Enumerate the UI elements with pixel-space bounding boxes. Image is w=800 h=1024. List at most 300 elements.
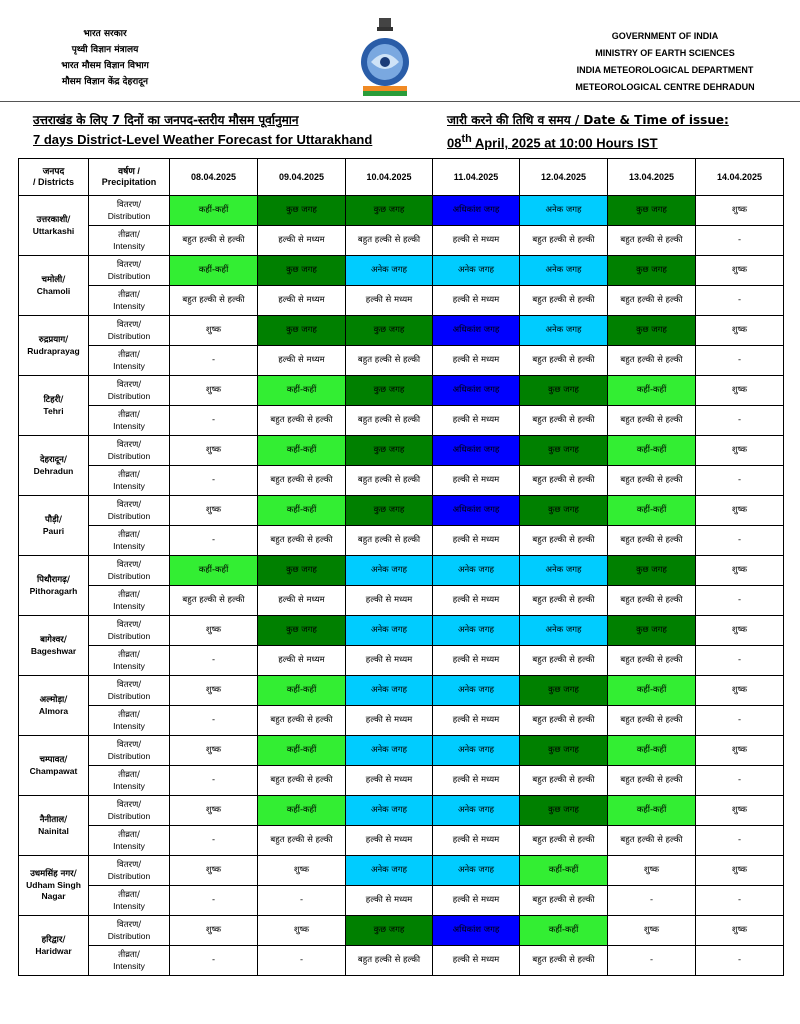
intensity-label-hi: तीव्रता/ bbox=[118, 469, 140, 480]
distribution-cell: अनेक जगह bbox=[433, 556, 520, 586]
intensity-cell: बहुत हल्की से हल्की bbox=[520, 286, 608, 316]
intensity-cell: हल्की से मध्यम bbox=[258, 286, 346, 316]
distribution-label bbox=[89, 196, 170, 226]
distribution-cell: अधिकांश जगह bbox=[433, 376, 520, 406]
intensity-cell: - bbox=[608, 886, 696, 916]
intensity-cell: - bbox=[696, 766, 784, 796]
distribution-cell: शुष्क bbox=[696, 796, 784, 826]
distribution-cell: कहीं-कहीं bbox=[520, 916, 608, 946]
distribution-cell: कुछ जगह bbox=[608, 556, 696, 586]
intensity-cell: हल्की से मध्यम bbox=[433, 466, 520, 496]
table-row bbox=[19, 346, 784, 376]
intensity-cell: बहुत हल्की से हल्की bbox=[346, 946, 433, 976]
intensity-cell: बहुत हल्की से हल्की bbox=[520, 226, 608, 256]
intensity-cell: हल्की से मध्यम bbox=[346, 766, 433, 796]
distribution-cell: कुछ जगह bbox=[520, 796, 608, 826]
intensity-cell: बहुत हल्की से हल्की bbox=[608, 586, 696, 616]
title-hindi: उत्तराखंड के लिए 7 दिनों का जनपद-स्तरीय मौसम पूर्वानुमान bbox=[33, 113, 299, 127]
distribution-cell: कहीं-कहीं bbox=[608, 796, 696, 826]
intensity-cell: - bbox=[696, 646, 784, 676]
intensity-label bbox=[89, 946, 170, 976]
intensity-label bbox=[89, 526, 170, 556]
distribution-cell: शुष्क bbox=[258, 856, 346, 886]
col-precip-hi: वर्षण / bbox=[118, 166, 140, 176]
header-line: MINISTRY OF EARTH SCIENCES bbox=[595, 48, 735, 58]
col-district-hi: जनपद bbox=[42, 166, 65, 176]
distribution-label bbox=[89, 436, 170, 466]
distribution-label bbox=[89, 676, 170, 706]
intensity-cell: हल्की से मध्यम bbox=[258, 646, 346, 676]
table-row bbox=[19, 496, 784, 526]
intensity-cell: बहुत हल्की से हल्की bbox=[520, 946, 608, 976]
district-name-cell bbox=[19, 916, 89, 976]
intensity-cell: बहुत हल्की से हल्की bbox=[608, 226, 696, 256]
distribution-cell: शुष्क bbox=[696, 616, 784, 646]
intensity-cell: बहुत हल्की से हल्की bbox=[258, 826, 346, 856]
intensity-cell: हल्की से मध्यम bbox=[433, 826, 520, 856]
distribution-cell: कुछ जगह bbox=[346, 496, 433, 526]
distribution-cell: कुछ जगह bbox=[520, 676, 608, 706]
intensity-label bbox=[89, 706, 170, 736]
distribution-label bbox=[89, 256, 170, 286]
distribution-cell: अनेक जगह bbox=[520, 316, 608, 346]
intensity-cell: हल्की से मध्यम bbox=[346, 706, 433, 736]
table-row bbox=[19, 226, 784, 256]
table-row bbox=[19, 766, 784, 796]
table-row bbox=[19, 616, 784, 646]
intensity-cell: - bbox=[170, 466, 258, 496]
intensity-cell: - bbox=[696, 886, 784, 916]
distribution-cell: कुछ जगह bbox=[608, 196, 696, 226]
distribution-cell: कुछ जगह bbox=[346, 196, 433, 226]
distribution-cell: कहीं-कहीं bbox=[258, 676, 346, 706]
intensity-label-hi: तीव्रता/ bbox=[118, 229, 140, 240]
distribution-cell: शुष्क bbox=[170, 436, 258, 466]
distribution-cell: शुष्क bbox=[258, 916, 346, 946]
intensity-cell: हल्की से मध्यम bbox=[346, 286, 433, 316]
intensity-cell: बहुत हल्की से हल्की bbox=[258, 766, 346, 796]
intensity-label-en: Intensity bbox=[113, 660, 145, 671]
intensity-cell: बहुत हल्की से हल्की bbox=[608, 826, 696, 856]
distribution-label-hi: वितरण/ bbox=[116, 499, 142, 510]
intensity-cell: बहुत हल्की से हल्की bbox=[520, 406, 608, 436]
col-precip-header bbox=[89, 159, 170, 196]
intensity-label bbox=[89, 826, 170, 856]
title-english: 7 days District-Level Weather Forecast for Uttarakhand bbox=[33, 132, 373, 147]
national-emblem-icon bbox=[357, 16, 413, 98]
header-line: मौसम विज्ञान केंद्र देहरादून bbox=[61, 77, 149, 87]
intensity-cell: बहुत हल्की से हल्की bbox=[608, 346, 696, 376]
distribution-label-en: Distribution bbox=[107, 270, 151, 281]
table-row bbox=[19, 676, 784, 706]
distribution-cell: अनेक जगह bbox=[346, 796, 433, 826]
intensity-label-en: Intensity bbox=[113, 360, 145, 371]
intensity-label-hi: तीव्रता/ bbox=[118, 889, 140, 900]
intensity-label bbox=[89, 766, 170, 796]
distribution-cell: शुष्क bbox=[170, 676, 258, 706]
intensity-cell: - bbox=[170, 526, 258, 556]
distribution-label-hi: वितरण/ bbox=[116, 319, 142, 330]
intensity-label bbox=[89, 646, 170, 676]
distribution-cell: अनेक जगह bbox=[346, 256, 433, 286]
intensity-cell: हल्की से मध्यम bbox=[433, 346, 520, 376]
date-header: 11.04.2025 bbox=[433, 159, 520, 196]
intensity-cell: - bbox=[696, 586, 784, 616]
intensity-cell: बहुत हल्की से हल्की bbox=[170, 586, 258, 616]
distribution-cell: कहीं-कहीं bbox=[258, 796, 346, 826]
distribution-cell: कहीं-कहीं bbox=[258, 496, 346, 526]
issue-label: जारी करने की तिथि व समय / Date & Time of issue: bbox=[447, 113, 729, 127]
distribution-cell: कहीं-कहीं bbox=[608, 376, 696, 406]
distribution-cell: कुछ जगह bbox=[608, 616, 696, 646]
intensity-cell: बहुत हल्की से हल्की bbox=[520, 826, 608, 856]
intensity-label-en: Intensity bbox=[113, 840, 145, 851]
col-precip-en: Precipitation bbox=[101, 177, 157, 187]
district-name-cell bbox=[19, 796, 89, 856]
distribution-cell: अनेक जगह bbox=[520, 256, 608, 286]
header-line: भारत मौसम विज्ञान विभाग bbox=[61, 61, 149, 71]
distribution-cell: शुष्क bbox=[170, 736, 258, 766]
distribution-cell: अनेक जगह bbox=[520, 556, 608, 586]
intensity-cell: बहुत हल्की से हल्की bbox=[346, 466, 433, 496]
district-name-hi: पिथौरागढ़/ bbox=[36, 574, 71, 585]
table-row bbox=[19, 556, 784, 586]
district-name-en: Nainital bbox=[38, 825, 69, 836]
table-row bbox=[19, 796, 784, 826]
table-row bbox=[19, 946, 784, 976]
intensity-label bbox=[89, 346, 170, 376]
table-row bbox=[19, 466, 784, 496]
intensity-label bbox=[89, 886, 170, 916]
distribution-cell: कुछ जगह bbox=[520, 496, 608, 526]
distribution-label-hi: वितरण/ bbox=[116, 739, 142, 750]
intensity-cell: हल्की से मध्यम bbox=[433, 586, 520, 616]
distribution-cell: शुष्क bbox=[170, 376, 258, 406]
district-name-cell bbox=[19, 196, 89, 256]
intensity-cell: - bbox=[696, 466, 784, 496]
distribution-cell: अनेक जगह bbox=[346, 736, 433, 766]
distribution-cell: शुष्क bbox=[170, 316, 258, 346]
intensity-label-en: Intensity bbox=[113, 420, 145, 431]
distribution-cell: शुष्क bbox=[170, 916, 258, 946]
date-header: 08.04.2025 bbox=[170, 159, 258, 196]
col-district-en: / Districts bbox=[32, 177, 74, 187]
intensity-label-hi: तीव्रता/ bbox=[118, 589, 140, 600]
intensity-cell: बहुत हल्की से हल्की bbox=[346, 226, 433, 256]
table-header-row bbox=[19, 159, 784, 196]
distribution-cell: कुछ जगह bbox=[608, 256, 696, 286]
distribution-label-en: Distribution bbox=[107, 210, 151, 221]
distribution-label-en: Distribution bbox=[107, 690, 151, 701]
distribution-label-hi: वितरण/ bbox=[116, 379, 142, 390]
intensity-cell: बहुत हल्की से हल्की bbox=[608, 286, 696, 316]
distribution-label-en: Distribution bbox=[107, 330, 151, 341]
intensity-label-en: Intensity bbox=[113, 300, 145, 311]
intensity-cell: - bbox=[170, 946, 258, 976]
intensity-cell: बहुत हल्की से हल्की bbox=[520, 646, 608, 676]
distribution-cell: कुछ जगह bbox=[258, 616, 346, 646]
district-name-hi: उत्तरकाशी/ bbox=[36, 214, 71, 225]
intensity-cell: हल्की से मध्यम bbox=[433, 286, 520, 316]
intensity-label-en: Intensity bbox=[113, 780, 145, 791]
intensity-cell: बहुत हल्की से हल्की bbox=[520, 706, 608, 736]
intensity-cell: बहुत हल्की से हल्की bbox=[258, 526, 346, 556]
distribution-cell: शुष्क bbox=[608, 856, 696, 886]
district-name-en: Rudraprayag bbox=[27, 345, 80, 356]
distribution-cell: अनेक जगह bbox=[433, 796, 520, 826]
distribution-cell: कहीं-कहीं bbox=[608, 436, 696, 466]
distribution-cell: कहीं-कहीं bbox=[170, 196, 258, 226]
intensity-label-hi: तीव्रता/ bbox=[118, 409, 140, 420]
district-name-hi: चमोली/ bbox=[41, 274, 66, 285]
district-name-cell bbox=[19, 256, 89, 316]
distribution-cell: कुछ जगह bbox=[258, 256, 346, 286]
intensity-label-en: Intensity bbox=[113, 240, 145, 251]
distribution-cell: अनेक जगह bbox=[433, 676, 520, 706]
distribution-label-hi: वितरण/ bbox=[116, 919, 142, 930]
distribution-label-hi: वितरण/ bbox=[116, 619, 142, 630]
intensity-cell: - bbox=[696, 826, 784, 856]
distribution-cell: अधिकांश जगह bbox=[433, 436, 520, 466]
intensity-cell: बहुत हल्की से हल्की bbox=[520, 346, 608, 376]
distribution-cell: कुछ जगह bbox=[520, 376, 608, 406]
distribution-cell: कहीं-कहीं bbox=[258, 736, 346, 766]
distribution-cell: अधिकांश जगह bbox=[433, 196, 520, 226]
header-divider bbox=[0, 101, 800, 102]
table-row bbox=[19, 316, 784, 346]
distribution-cell: कुछ जगह bbox=[520, 736, 608, 766]
district-name-hi: रुद्रप्रयाग/ bbox=[38, 334, 69, 345]
distribution-cell: शुष्क bbox=[170, 796, 258, 826]
intensity-cell: हल्की से मध्यम bbox=[433, 766, 520, 796]
date-header: 12.04.2025 bbox=[520, 159, 608, 196]
distribution-cell: कुछ जगह bbox=[346, 436, 433, 466]
district-name-en: Dehradun bbox=[33, 465, 74, 476]
intensity-cell: - bbox=[170, 406, 258, 436]
distribution-cell: अधिकांश जगह bbox=[433, 916, 520, 946]
intensity-cell: हल्की से मध्यम bbox=[346, 826, 433, 856]
distribution-label-hi: वितरण/ bbox=[116, 559, 142, 570]
intensity-cell: हल्की से मध्यम bbox=[258, 586, 346, 616]
header-line: पृथ्वी विज्ञान मंत्रालय bbox=[71, 45, 139, 55]
distribution-label-hi: वितरण/ bbox=[116, 799, 142, 810]
intensity-cell: बहुत हल्की से हल्की bbox=[520, 526, 608, 556]
distribution-label-hi: वितरण/ bbox=[116, 259, 142, 270]
distribution-cell: शुष्क bbox=[696, 736, 784, 766]
district-name-cell bbox=[19, 676, 89, 736]
distribution-label-en: Distribution bbox=[107, 810, 151, 821]
table-row bbox=[19, 646, 784, 676]
intensity-label bbox=[89, 286, 170, 316]
distribution-cell: अनेक जगह bbox=[433, 256, 520, 286]
header-line: भारत सरकार bbox=[83, 29, 127, 39]
distribution-cell: कुछ जगह bbox=[608, 316, 696, 346]
district-name-cell bbox=[19, 856, 89, 916]
distribution-cell: कुछ जगह bbox=[346, 316, 433, 346]
distribution-cell: कहीं-कहीं bbox=[258, 436, 346, 466]
intensity-label-en: Intensity bbox=[113, 540, 145, 551]
intensity-cell: हल्की से मध्यम bbox=[433, 946, 520, 976]
distribution-cell: कुछ जगह bbox=[258, 316, 346, 346]
intensity-label-hi: तीव्रता/ bbox=[118, 829, 140, 840]
distribution-cell: कहीं-कहीं bbox=[608, 496, 696, 526]
distribution-label bbox=[89, 856, 170, 886]
intensity-label-en: Intensity bbox=[113, 720, 145, 731]
intensity-cell: - bbox=[608, 946, 696, 976]
header-line: METEOROLOGICAL CENTRE DEHRADUN bbox=[575, 82, 755, 92]
district-name-en: Champawat bbox=[29, 765, 78, 776]
distribution-label bbox=[89, 496, 170, 526]
issue-info bbox=[447, 111, 787, 152]
intensity-cell: बहुत हल्की से हल्की bbox=[608, 706, 696, 736]
district-name-hi: चम्पावत/ bbox=[39, 754, 68, 765]
distribution-cell: शुष्क bbox=[696, 376, 784, 406]
intensity-cell: बहुत हल्की से हल्की bbox=[258, 706, 346, 736]
distribution-label-en: Distribution bbox=[107, 870, 151, 881]
intensity-cell: हल्की से मध्यम bbox=[433, 406, 520, 436]
distribution-cell: शुष्क bbox=[696, 316, 784, 346]
distribution-cell: शुष्क bbox=[696, 856, 784, 886]
intensity-cell: हल्की से मध्यम bbox=[433, 886, 520, 916]
distribution-cell: शुष्क bbox=[608, 916, 696, 946]
district-name-hi: हरिद्वार/ bbox=[41, 934, 66, 945]
table-row bbox=[19, 406, 784, 436]
district-name-cell bbox=[19, 436, 89, 496]
district-name-en: Pauri bbox=[42, 525, 65, 536]
intensity-cell: हल्की से मध्यम bbox=[258, 226, 346, 256]
header-right-english bbox=[545, 28, 785, 96]
distribution-cell: अनेक जगह bbox=[433, 616, 520, 646]
intensity-cell: बहुत हल्की से हल्की bbox=[520, 466, 608, 496]
distribution-label bbox=[89, 376, 170, 406]
district-name-en: Almora bbox=[38, 705, 69, 716]
distribution-cell: शुष्क bbox=[170, 496, 258, 526]
intensity-label-en: Intensity bbox=[113, 600, 145, 611]
intensity-label-en: Intensity bbox=[113, 960, 145, 971]
distribution-label-en: Distribution bbox=[107, 630, 151, 641]
intensity-cell: बहुत हल्की से हल्की bbox=[170, 226, 258, 256]
header-line: GOVERNMENT OF INDIA bbox=[611, 31, 719, 41]
table-row bbox=[19, 916, 784, 946]
intensity-cell: हल्की से मध्यम bbox=[258, 346, 346, 376]
intensity-label bbox=[89, 406, 170, 436]
distribution-cell: कुछ जगह bbox=[258, 196, 346, 226]
district-name-cell bbox=[19, 736, 89, 796]
distribution-cell: अनेक जगह bbox=[346, 676, 433, 706]
district-name-en: Bageshwar bbox=[30, 645, 77, 656]
intensity-cell: - bbox=[170, 706, 258, 736]
distribution-label bbox=[89, 616, 170, 646]
intensity-label bbox=[89, 226, 170, 256]
district-name-hi: पौड़ी/ bbox=[45, 514, 62, 525]
table-row bbox=[19, 256, 784, 286]
district-name-hi: देहरादून/ bbox=[39, 454, 68, 465]
distribution-cell: अनेक जगह bbox=[346, 856, 433, 886]
issue-rest: April, 2025 at 10:00 Hours IST bbox=[471, 135, 658, 151]
date-header: 13.04.2025 bbox=[608, 159, 696, 196]
distribution-cell: अनेक जगह bbox=[433, 736, 520, 766]
district-name-en: Udham Singh Nagar bbox=[26, 880, 81, 901]
district-name-hi: अल्मोड़ा/ bbox=[39, 694, 68, 705]
header-line: INDIA METEOROLOGICAL DEPARTMENT bbox=[576, 65, 754, 75]
distribution-label-en: Distribution bbox=[107, 510, 151, 521]
intensity-label-en: Intensity bbox=[113, 900, 145, 911]
header-left-hindi bbox=[30, 26, 180, 90]
distribution-cell: कुछ जगह bbox=[520, 436, 608, 466]
intensity-label-hi: तीव्रता/ bbox=[118, 529, 140, 540]
district-name-hi: टिहरी/ bbox=[43, 394, 64, 405]
distribution-cell: कहीं-कहीं bbox=[608, 736, 696, 766]
distribution-cell: कुछ जगह bbox=[346, 916, 433, 946]
intensity-label-hi: तीव्रता/ bbox=[118, 769, 140, 780]
table-row bbox=[19, 886, 784, 916]
distribution-label-en: Distribution bbox=[107, 450, 151, 461]
table-row bbox=[19, 196, 784, 226]
intensity-label-en: Intensity bbox=[113, 480, 145, 491]
distribution-label-en: Distribution bbox=[107, 750, 151, 761]
forecast-table bbox=[18, 158, 784, 976]
distribution-cell: अनेक जगह bbox=[346, 616, 433, 646]
intensity-label-hi: तीव्रता/ bbox=[118, 709, 140, 720]
table-row bbox=[19, 586, 784, 616]
distribution-label-hi: वितरण/ bbox=[116, 439, 142, 450]
intensity-cell: - bbox=[258, 946, 346, 976]
intensity-label-hi: तीव्रता/ bbox=[118, 289, 140, 300]
intensity-cell: बहुत हल्की से हल्की bbox=[608, 646, 696, 676]
table-row bbox=[19, 526, 784, 556]
distribution-label bbox=[89, 916, 170, 946]
col-district-header bbox=[19, 159, 89, 196]
table-row bbox=[19, 736, 784, 766]
date-header: 09.04.2025 bbox=[258, 159, 346, 196]
table-row bbox=[19, 856, 784, 886]
distribution-cell: कहीं-कहीं bbox=[170, 256, 258, 286]
intensity-cell: - bbox=[258, 886, 346, 916]
intensity-label bbox=[89, 586, 170, 616]
intensity-cell: - bbox=[696, 706, 784, 736]
distribution-label bbox=[89, 796, 170, 826]
distribution-cell: कहीं-कहीं bbox=[258, 376, 346, 406]
distribution-cell: शुष्क bbox=[696, 256, 784, 286]
intensity-cell: बहुत हल्की से हल्की bbox=[520, 766, 608, 796]
distribution-cell: कुछ जगह bbox=[346, 376, 433, 406]
distribution-cell: अनेक जगह bbox=[520, 196, 608, 226]
district-name-hi: नैनीताल/ bbox=[39, 814, 68, 825]
distribution-cell: शुष्क bbox=[696, 196, 784, 226]
table-row bbox=[19, 826, 784, 856]
distribution-cell: अधिकांश जगह bbox=[433, 496, 520, 526]
intensity-cell: - bbox=[170, 346, 258, 376]
intensity-cell: बहुत हल्की से हल्की bbox=[346, 526, 433, 556]
forecast-table-body bbox=[19, 196, 784, 976]
distribution-label bbox=[89, 556, 170, 586]
distribution-cell: शुष्क bbox=[696, 916, 784, 946]
distribution-cell: शुष्क bbox=[170, 616, 258, 646]
distribution-cell: शुष्क bbox=[696, 436, 784, 466]
intensity-label-hi: तीव्रता/ bbox=[118, 649, 140, 660]
intensity-cell: बहुत हल्की से हल्की bbox=[258, 406, 346, 436]
table-row bbox=[19, 376, 784, 406]
intensity-cell: बहुत हल्की से हल्की bbox=[346, 406, 433, 436]
distribution-label-en: Distribution bbox=[107, 390, 151, 401]
date-header: 10.04.2025 bbox=[346, 159, 433, 196]
distribution-label bbox=[89, 316, 170, 346]
intensity-cell: बहुत हल्की से हल्की bbox=[520, 886, 608, 916]
distribution-cell: कुछ जगह bbox=[258, 556, 346, 586]
intensity-cell: - bbox=[170, 826, 258, 856]
intensity-label bbox=[89, 466, 170, 496]
district-name-en: Uttarkashi bbox=[32, 225, 75, 236]
